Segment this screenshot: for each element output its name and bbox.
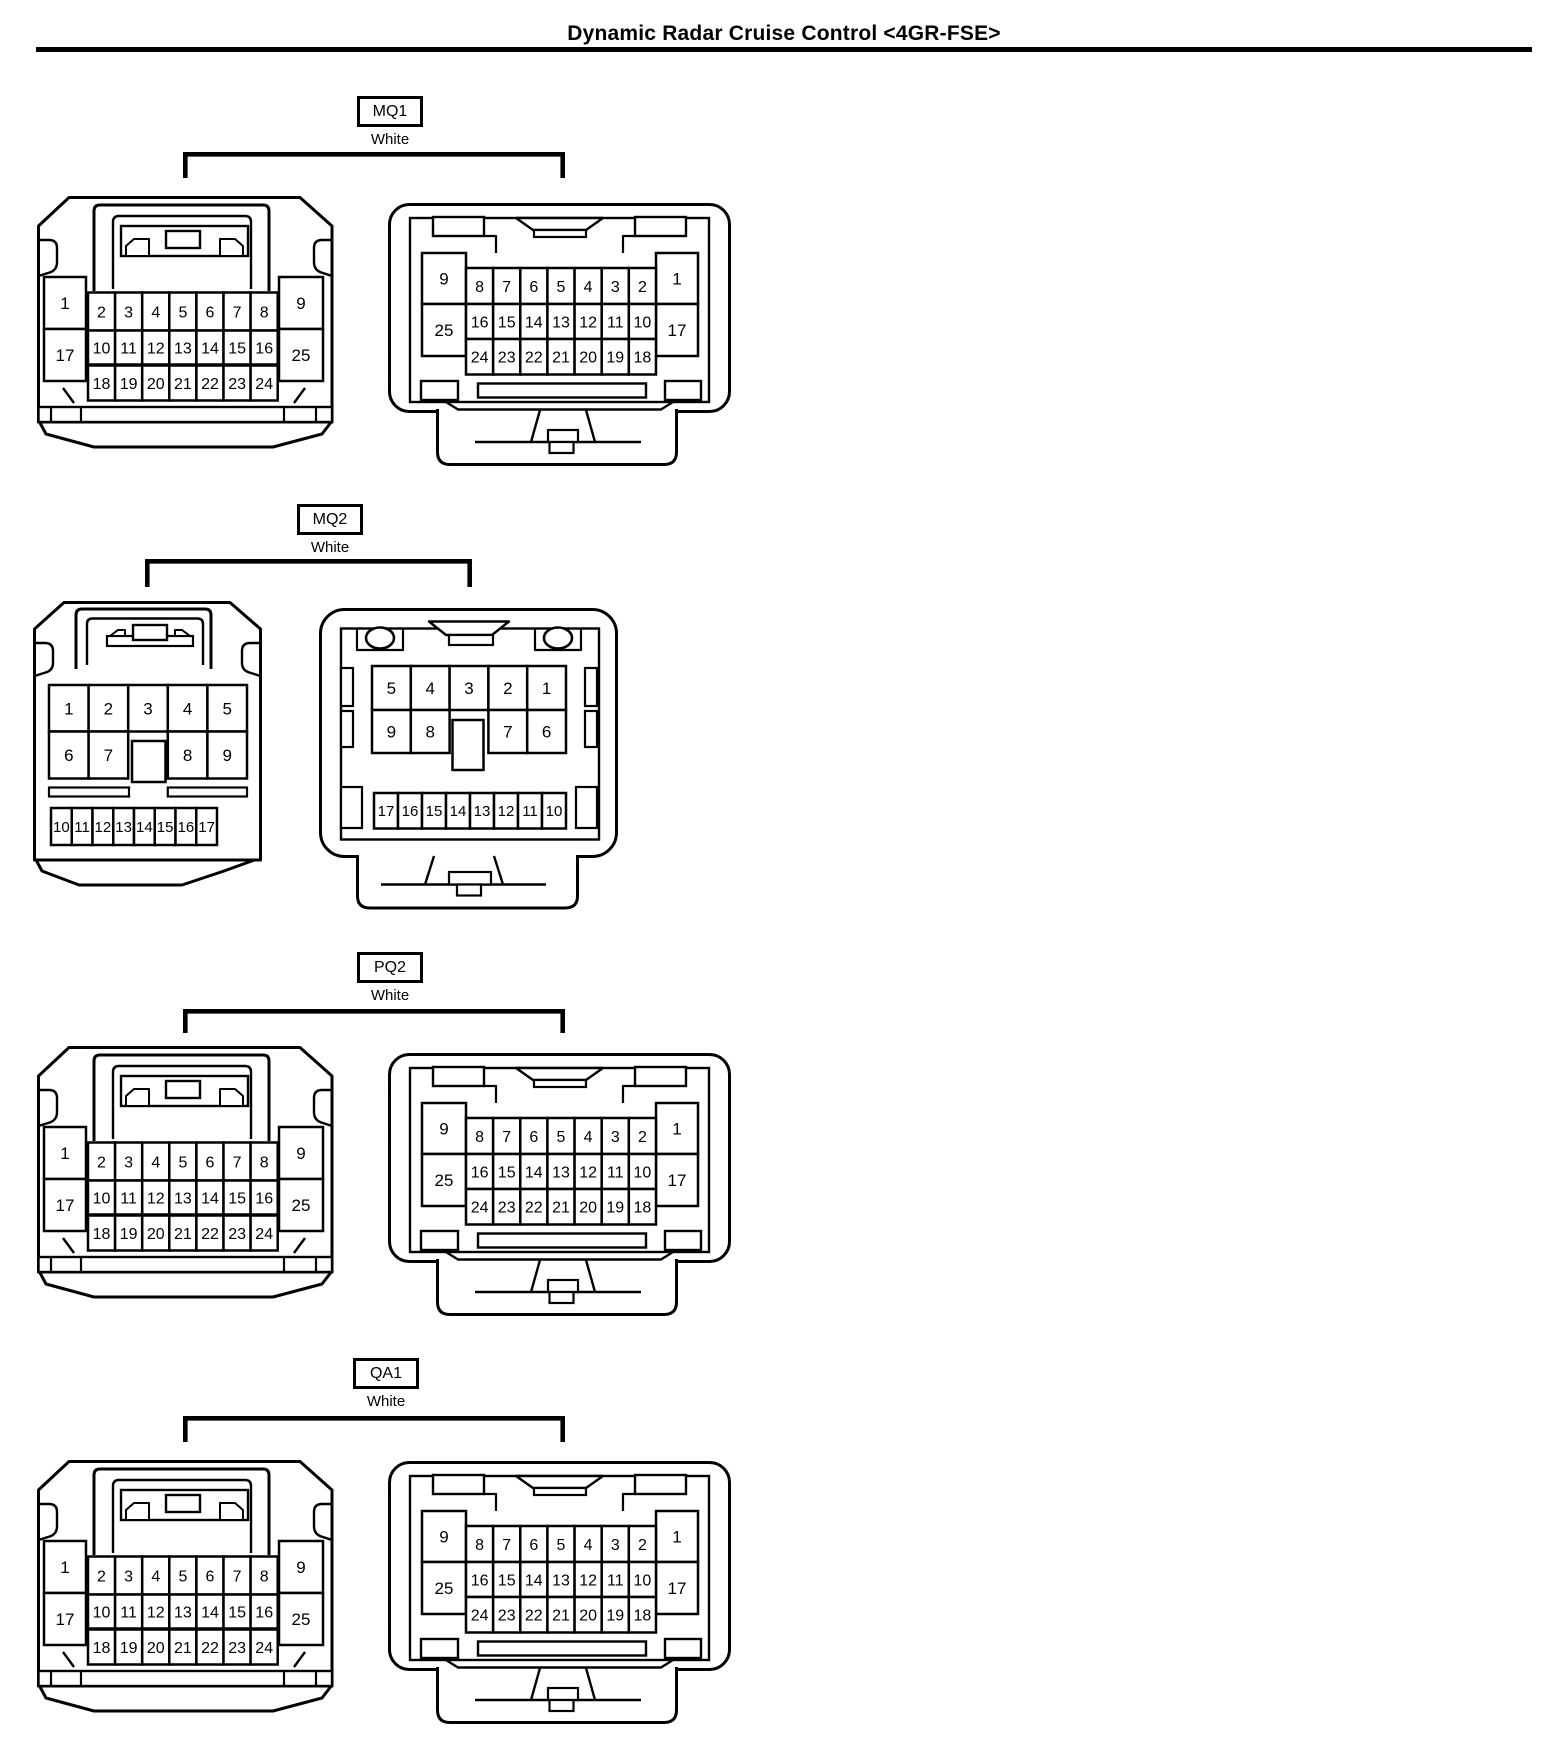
pin-number: 25 xyxy=(434,1579,454,1599)
frame-notch-left xyxy=(433,1475,484,1494)
pin-number: 17 xyxy=(55,346,75,366)
pin-number: 21 xyxy=(174,375,192,393)
pin-number: 14 xyxy=(524,1572,543,1590)
pin-number: 12 xyxy=(146,1190,165,1208)
pin-number: 10 xyxy=(633,1572,652,1590)
pin-number: 14 xyxy=(201,1604,219,1622)
pin-number: 13 xyxy=(115,818,132,836)
pin-number: 25 xyxy=(291,1196,311,1216)
pin-number: 8 xyxy=(259,1154,269,1172)
pin-number: 21 xyxy=(552,349,570,367)
pin-number: 1 xyxy=(541,679,552,699)
pin-number: 5 xyxy=(556,1536,566,1554)
pin-number: 15 xyxy=(156,818,174,836)
tab-key-lower xyxy=(550,1700,574,1711)
pin-number: 13 xyxy=(174,1604,192,1622)
pin-number: 3 xyxy=(124,1154,134,1172)
pin-number: 8 xyxy=(259,1568,269,1586)
pin-number: 13 xyxy=(174,340,192,358)
pin-number: 8 xyxy=(475,278,485,296)
connector-id-label: PQ2 xyxy=(373,958,406,976)
pin-number: 4 xyxy=(425,679,435,699)
bottom-band xyxy=(478,1642,646,1656)
pin-number: 5 xyxy=(556,1128,566,1146)
pin-number: 15 xyxy=(425,803,443,821)
pin-number: 5 xyxy=(386,679,397,699)
pin-number: 7 xyxy=(232,1154,242,1172)
pin-number: 23 xyxy=(497,349,516,367)
pin-number: 18 xyxy=(633,1199,652,1217)
pin-number: 5 xyxy=(178,1568,188,1586)
pin-number: 11 xyxy=(120,1604,137,1622)
pin-number: 11 xyxy=(120,1190,137,1208)
frame-notch-right xyxy=(635,1475,686,1494)
pin-number: 19 xyxy=(119,1639,138,1657)
pin-number: 6 xyxy=(529,278,539,296)
pin-number: 23 xyxy=(228,375,246,393)
pin-number: 8 xyxy=(259,304,269,322)
pin-number: 8 xyxy=(425,722,435,742)
pin-number: 1 xyxy=(672,1119,682,1139)
pin-number: 16 xyxy=(255,1604,274,1622)
pin-number: 20 xyxy=(579,1607,597,1625)
pin-number: 12 xyxy=(579,1572,597,1590)
pin-number: 14 xyxy=(201,340,219,358)
pin-number: 11 xyxy=(120,340,137,358)
pin-number: 8 xyxy=(475,1128,485,1146)
pin-number: 12 xyxy=(146,340,165,358)
pin-number: 20 xyxy=(579,349,597,367)
pin-number: 1 xyxy=(60,1144,70,1164)
pin-number: 9 xyxy=(386,722,397,742)
pin-number: 24 xyxy=(255,1225,274,1243)
pin-number: 24 xyxy=(470,349,489,367)
bracket-line xyxy=(185,1418,562,1442)
pin-number: 3 xyxy=(610,1128,620,1146)
pin-number: 25 xyxy=(434,321,454,341)
pin-number: 23 xyxy=(497,1199,516,1217)
pin-number: 4 xyxy=(151,1154,161,1172)
pin-number: 2 xyxy=(637,1536,647,1554)
pin-number: 2 xyxy=(637,1128,647,1146)
pin-number: 23 xyxy=(497,1607,516,1625)
pin-number: 5 xyxy=(178,1154,188,1172)
pin-number: 25 xyxy=(434,1171,454,1191)
pin-number: 10 xyxy=(633,1164,652,1182)
pin-number: 9 xyxy=(439,1527,449,1547)
pin-number: 12 xyxy=(579,1164,597,1182)
pin-number: 15 xyxy=(228,1190,246,1208)
pin-number: 16 xyxy=(470,1164,489,1182)
pin-number: 7 xyxy=(502,1128,512,1146)
pin-number: 20 xyxy=(146,1225,165,1243)
pin-number: 7 xyxy=(502,1536,512,1554)
pin-number: 6 xyxy=(529,1128,539,1146)
pin-number: 10 xyxy=(545,803,563,821)
pin-number: 1 xyxy=(60,1558,70,1578)
pin-number: 13 xyxy=(473,803,491,821)
pin-number: 25 xyxy=(291,346,311,366)
pin-number: 3 xyxy=(610,278,620,296)
pin-number: 6 xyxy=(205,1154,215,1172)
connector-id-label: MQ1 xyxy=(372,102,408,120)
connector-id-box xyxy=(353,1358,419,1389)
pin-number: 14 xyxy=(524,1164,543,1182)
pin-number: 20 xyxy=(579,1199,597,1217)
pin-number: 7 xyxy=(232,1568,242,1586)
guide-notch xyxy=(516,1476,603,1488)
pin-number: 24 xyxy=(470,1199,489,1217)
pin-number: 20 xyxy=(146,1639,165,1657)
pin-number: 12 xyxy=(146,1604,165,1622)
pin-number: 21 xyxy=(174,1225,192,1243)
bottom-band xyxy=(39,1671,333,1686)
pin-number: 6 xyxy=(541,722,552,742)
pin-number: 18 xyxy=(92,1639,111,1657)
connector-id-label: MQ2 xyxy=(312,510,348,528)
connector-color-label: White xyxy=(310,539,350,556)
pin-number: 23 xyxy=(228,1225,246,1243)
pin-number: 7 xyxy=(232,304,242,322)
pin-number: 9 xyxy=(439,269,449,289)
pin-number: 11 xyxy=(74,818,90,836)
pin-number: 21 xyxy=(552,1607,570,1625)
pin-number: 19 xyxy=(119,375,138,393)
pin-number: 16 xyxy=(470,314,489,332)
bottom-foot-left xyxy=(421,1639,458,1658)
connector-color-label: White xyxy=(366,1393,406,1410)
pin-number: 13 xyxy=(552,314,570,332)
pin-number: 12 xyxy=(94,818,112,836)
pin-number: 15 xyxy=(497,1164,516,1182)
pin-number: 2 xyxy=(97,1154,106,1172)
pin-number: 18 xyxy=(92,375,111,393)
pin-number: 24 xyxy=(255,375,274,393)
pin-number: 18 xyxy=(633,349,652,367)
pin-number: 10 xyxy=(92,1604,111,1622)
pin-number: 3 xyxy=(124,304,134,322)
pin-number: 1 xyxy=(60,294,70,314)
connector-rear-view xyxy=(388,1461,731,1725)
pin-number: 10 xyxy=(633,314,652,332)
lower-skirt xyxy=(39,1685,332,1711)
pin-number: 19 xyxy=(119,1225,138,1243)
pin-number: 6 xyxy=(205,304,215,322)
pin-number: 6 xyxy=(205,1568,215,1586)
pin-number: 4 xyxy=(151,304,161,322)
connector-color-label: White xyxy=(370,987,410,1004)
pin-number: 12 xyxy=(579,314,597,332)
pin-number: 3 xyxy=(610,1536,620,1554)
pin-number: 4 xyxy=(583,1128,593,1146)
pin-number: 1 xyxy=(672,1527,682,1547)
pin-number: 2 xyxy=(97,1568,106,1586)
pin-number: 25 xyxy=(291,1610,311,1630)
pin-number: 22 xyxy=(201,1639,219,1657)
pin-number: 3 xyxy=(124,1568,134,1586)
pin-number: 9 xyxy=(222,746,232,766)
pin-number: 3 xyxy=(143,699,153,719)
pin-number: 17 xyxy=(198,818,215,836)
pin-number: 16 xyxy=(470,1572,489,1590)
pin-number: 4 xyxy=(583,278,593,296)
pin-number: 15 xyxy=(228,1604,246,1622)
pin-number: 20 xyxy=(146,375,165,393)
pin-number: 5 xyxy=(178,304,188,322)
pin-number: 15 xyxy=(228,340,246,358)
connector-front-view xyxy=(36,1460,336,1716)
latch-center-key xyxy=(166,1495,200,1512)
pin-number: 9 xyxy=(296,294,306,314)
pin-number: 2 xyxy=(103,699,114,719)
pin-number: 23 xyxy=(228,1639,246,1657)
pin-number: 6 xyxy=(529,1536,539,1554)
pin-number: 21 xyxy=(552,1199,570,1217)
pin-number: 12 xyxy=(497,803,515,821)
pin-number: 22 xyxy=(524,349,543,367)
pin-number: 7 xyxy=(502,278,512,296)
pin-number: 16 xyxy=(177,818,195,836)
pin-number: 18 xyxy=(92,1225,111,1243)
pin-number: 9 xyxy=(296,1558,306,1578)
pin-number: 17 xyxy=(377,803,395,821)
pin-number: 24 xyxy=(470,1607,489,1625)
pin-number: 14 xyxy=(201,1190,219,1208)
pin-number: 22 xyxy=(201,1225,219,1243)
connector-id-label: QA1 xyxy=(369,1364,402,1382)
pin-number: 17 xyxy=(667,321,687,341)
pin-number: 2 xyxy=(637,278,647,296)
pin-number: 16 xyxy=(255,1190,274,1208)
pin-number: 7 xyxy=(503,722,513,742)
page-title: Dynamic Radar Cruise Control <4GR-FSE> xyxy=(567,22,1001,45)
tab-key xyxy=(548,1688,578,1700)
pin-number: 19 xyxy=(606,349,625,367)
pin-number: 22 xyxy=(524,1607,543,1625)
pin-number: 6 xyxy=(64,746,74,766)
pin-number: 17 xyxy=(55,1196,75,1216)
pin-number: 19 xyxy=(606,1199,625,1217)
pin-number: 2 xyxy=(97,304,106,322)
pin-number: 5 xyxy=(556,278,566,296)
pin-number: 7 xyxy=(103,746,114,766)
bottom-foot-right xyxy=(665,1639,701,1658)
pin-number: 14 xyxy=(449,803,467,821)
pin-number: 13 xyxy=(174,1190,192,1208)
connector-color-label: White xyxy=(370,131,410,148)
pin-number: 24 xyxy=(255,1639,274,1657)
pin-number: 4 xyxy=(182,699,193,719)
connector-bracket xyxy=(183,1416,565,1443)
pin-number: 1 xyxy=(64,699,74,719)
pin-number: 11 xyxy=(606,314,624,332)
pin-number: 14 xyxy=(136,818,153,836)
pin-number: 1 xyxy=(672,269,682,289)
pin-number: 16 xyxy=(401,803,419,821)
pin-number: 2 xyxy=(503,679,513,699)
pin-number: 15 xyxy=(497,1572,516,1590)
pin-number: 22 xyxy=(201,375,219,393)
pin-number: 19 xyxy=(606,1607,625,1625)
pin-number: 21 xyxy=(174,1639,192,1657)
pin-number: 3 xyxy=(464,679,474,699)
pin-number: 10 xyxy=(53,818,70,836)
pin-number: 11 xyxy=(606,1572,624,1590)
pin-number: 11 xyxy=(522,803,538,821)
pin-number: 17 xyxy=(667,1579,687,1599)
pin-number: 13 xyxy=(552,1572,570,1590)
pin-number: 4 xyxy=(583,1536,593,1554)
pin-number: 11 xyxy=(606,1164,624,1182)
guide-notch-lip xyxy=(534,1488,586,1495)
pin-number: 17 xyxy=(55,1610,75,1630)
pin-number: 10 xyxy=(92,1190,111,1208)
pin-number: 18 xyxy=(633,1607,652,1625)
pin-number: 5 xyxy=(222,699,232,719)
pin-number: 17 xyxy=(667,1171,687,1191)
pin-number: 9 xyxy=(296,1144,306,1164)
pin-number: 8 xyxy=(475,1536,485,1554)
pin-number: 16 xyxy=(255,340,274,358)
pin-number: 13 xyxy=(552,1164,570,1182)
pin-number: 4 xyxy=(151,1568,161,1586)
pin-number: 8 xyxy=(182,746,193,766)
pin-number: 9 xyxy=(439,1119,449,1139)
pin-number: 10 xyxy=(92,340,111,358)
pin-number: 15 xyxy=(497,314,516,332)
pin-number: 14 xyxy=(524,314,543,332)
pin-number: 22 xyxy=(524,1199,543,1217)
